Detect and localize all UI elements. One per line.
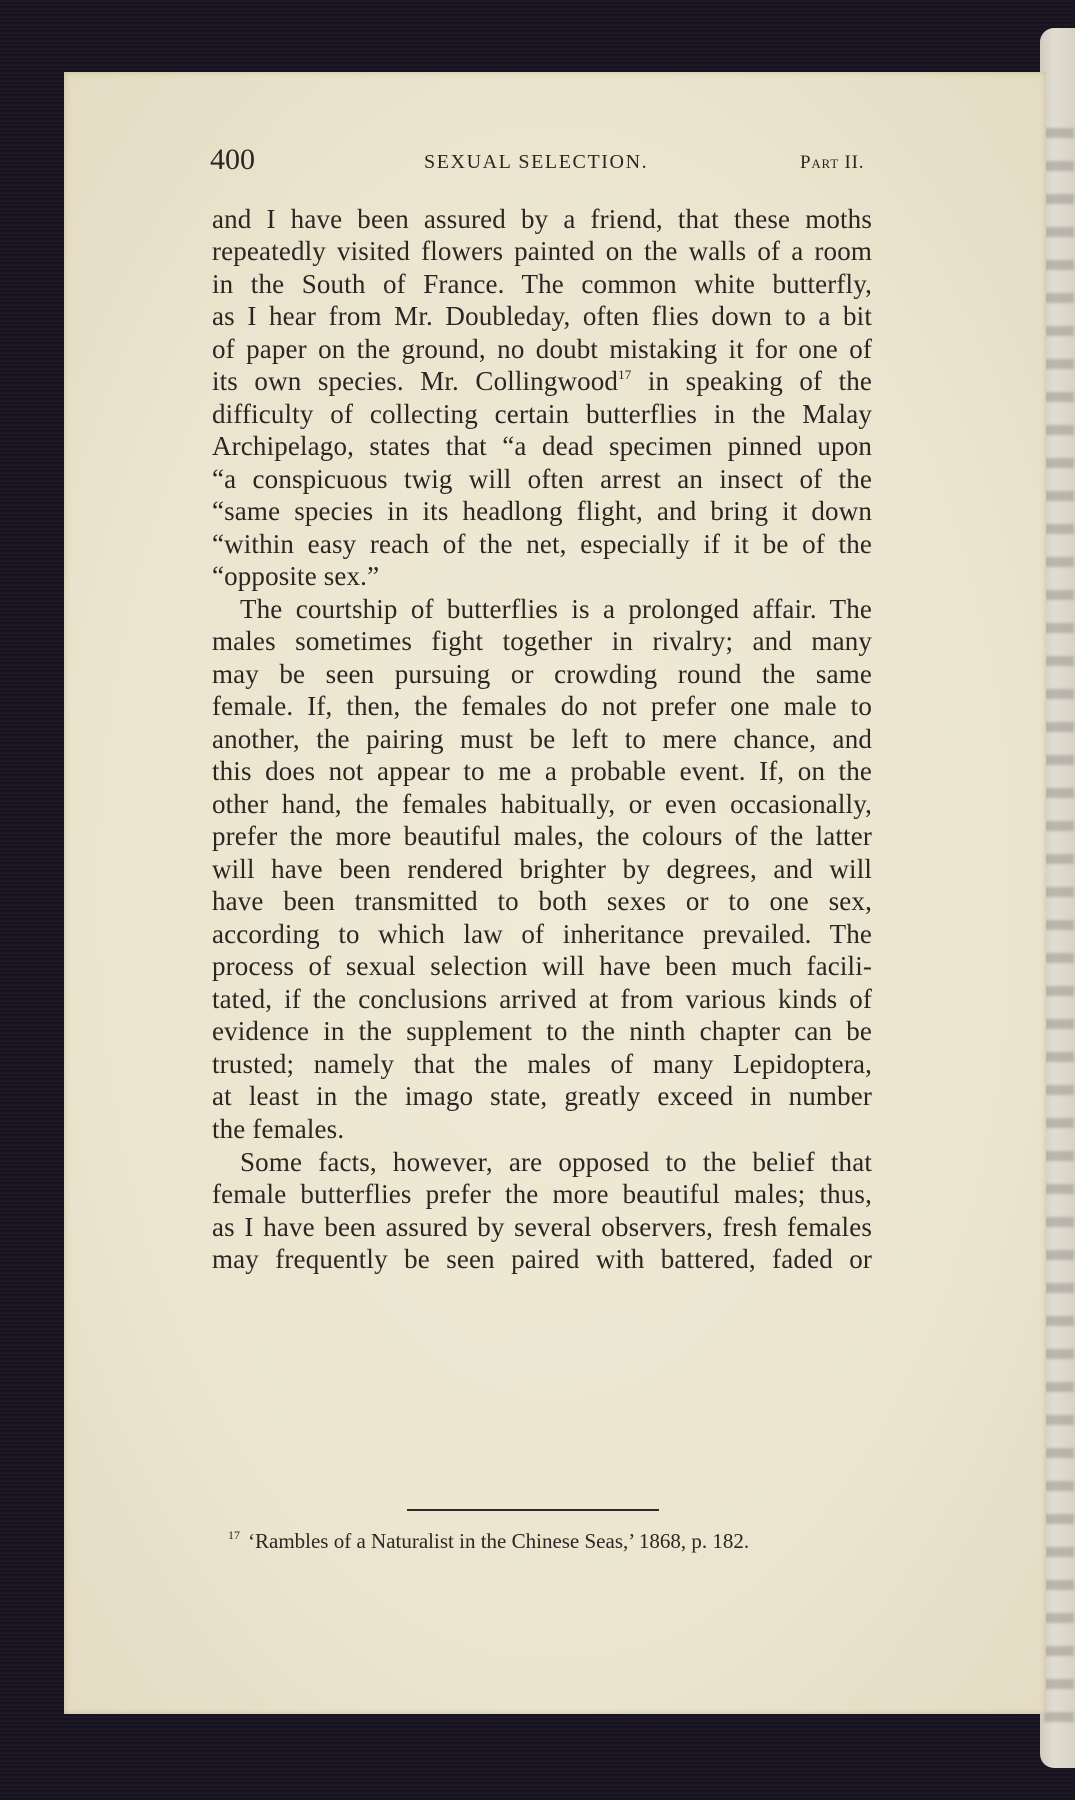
adjacent-page-text	[1044, 953, 1074, 963]
text-line-part: its own species. Mr. Collingwood	[212, 366, 619, 396]
text-line: female. If, then, the females do not prefer one male to	[212, 691, 872, 721]
adjacent-page-text	[1044, 425, 1074, 435]
adjacent-page-text	[1044, 1316, 1074, 1326]
adjacent-page-text	[1044, 1283, 1074, 1293]
adjacent-page-text	[1044, 1019, 1074, 1029]
adjacent-page-text	[1044, 1184, 1074, 1194]
text-line: males sometimes fight together in rivalry; and many	[212, 626, 872, 656]
text-line: repeatedly visited flowers painted on the walls of a room	[212, 236, 872, 266]
adjacent-page-text	[1044, 1547, 1074, 1557]
adjacent-page-text	[1044, 326, 1074, 336]
page-number: 400	[210, 143, 255, 176]
adjacent-page-text	[1044, 755, 1074, 765]
adjacent-page-text	[1044, 1580, 1074, 1590]
adjacent-page-text	[1044, 392, 1074, 402]
text-line: this does not appear to me a probable event. If, on the	[212, 756, 872, 786]
text-line: process of sexual selection will have been much facili-	[212, 951, 872, 981]
adjacent-page-text	[1044, 458, 1074, 468]
adjacent-page-text	[1044, 1448, 1074, 1458]
adjacent-page-text	[1044, 821, 1074, 831]
text-line: Some facts, however, are opposed to the belief that	[240, 1147, 872, 1177]
part-label: Part II.	[800, 152, 865, 173]
text-line: as I have been assured by several observers, fresh females	[212, 1212, 872, 1242]
adjacent-page-text	[1044, 920, 1074, 930]
text-line: The courtship of butterflies is a prolonged affair. The	[240, 594, 872, 624]
adjacent-page-text	[1044, 260, 1074, 270]
adjacent-page-text	[1044, 1250, 1074, 1260]
adjacent-page-text	[1044, 491, 1074, 501]
adjacent-page-text	[1044, 1349, 1074, 1359]
text-line: prefer the more beautiful males, the colours of the latter	[212, 821, 872, 851]
text-line: another, the pairing must be left to mere chance, and	[212, 724, 872, 754]
footnote-marker: 17	[228, 1528, 240, 1542]
footnote-reference: 17	[618, 367, 632, 382]
adjacent-page-text	[1044, 722, 1074, 732]
adjacent-page-text	[1044, 227, 1074, 237]
adjacent-page-text	[1044, 293, 1074, 303]
text-line: may be seen pursuing or crowding round the same	[212, 659, 872, 689]
adjacent-page-text	[1044, 689, 1074, 699]
text-line: “within easy reach of the net, especially if it be of the	[212, 529, 872, 559]
text-line: have been transmitted to both sexes or to one sex,	[212, 886, 872, 916]
text-line: the females.	[212, 1114, 345, 1144]
adjacent-page-text	[1044, 1712, 1074, 1722]
text-line: Archipelago, states that “a dead specimen pinned upon	[212, 431, 872, 461]
adjacent-page-text	[1044, 590, 1074, 600]
adjacent-page-text	[1044, 128, 1074, 138]
adjacent-page-text	[1044, 1085, 1074, 1095]
text-line: at least in the imago state, greatly exceed in number	[212, 1081, 872, 1111]
adjacent-page-text	[1044, 1514, 1074, 1524]
adjacent-page-text	[1044, 1118, 1074, 1128]
text-line: in the South of France. The common white butterfly,	[212, 269, 872, 299]
adjacent-page-text	[1044, 986, 1074, 996]
footnote	[228, 1528, 749, 1554]
text-line-part: in speaking of the	[647, 366, 873, 396]
adjacent-page-text	[1044, 1613, 1074, 1623]
adjacent-page-text	[1044, 359, 1074, 369]
footnote-text: ‘Rambles of a Naturalist in the Chinese Seas,’ 1868, p. 182.	[248, 1529, 750, 1553]
adjacent-page-text	[1044, 1679, 1074, 1689]
adjacent-page-text	[1044, 1382, 1074, 1392]
text-line: female butterflies prefer the more beautiful males; thus,	[212, 1179, 872, 1209]
adjacent-page-text	[1044, 557, 1074, 567]
text-line: may frequently be seen paired with battered, faded or	[212, 1244, 872, 1274]
text-line: tated, if the conclusions arrived at from various kinds of	[212, 984, 872, 1014]
text-line: “opposite sex.”	[212, 561, 380, 591]
adjacent-page-text	[1044, 623, 1074, 633]
text-line: trusted; namely that the males of many Lepidoptera,	[212, 1049, 872, 1079]
adjacent-page-text	[1044, 161, 1074, 171]
adjacent-page-text	[1044, 854, 1074, 864]
text-line: according to which law of inheritance prevailed. The	[212, 919, 872, 949]
footnote-rule	[407, 1509, 659, 1511]
adjacent-page-text	[1044, 788, 1074, 798]
running-title: SEXUAL SELECTION.	[424, 151, 649, 173]
adjacent-page-text	[1044, 524, 1074, 534]
adjacent-page-text	[1044, 1151, 1074, 1161]
adjacent-page-text	[1044, 1217, 1074, 1227]
text-line: “same species in its headlong flight, and bring it down	[212, 496, 872, 526]
adjacent-page-text	[1044, 1052, 1074, 1062]
adjacent-page-text	[1044, 1646, 1074, 1656]
text-line: will have been rendered brighter by degrees, and will	[212, 854, 872, 884]
text-line: difficulty of collecting certain butterflies in the Malay	[212, 399, 872, 429]
adjacent-page-text	[1044, 1481, 1074, 1491]
adjacent-page-text	[1044, 656, 1074, 666]
adjacent-page-text	[1044, 887, 1074, 897]
text-line	[212, 366, 872, 397]
text-line: other hand, the females habitually, or even occasionally,	[212, 789, 872, 819]
text-line: of paper on the ground, no doubt mistaking it for one of	[212, 334, 872, 364]
adjacent-page-text	[1044, 1415, 1074, 1425]
adjacent-page-text	[1044, 194, 1074, 204]
text-line: evidence in the supplement to the ninth chapter can be	[212, 1016, 872, 1046]
text-line: “a conspicuous twig will often arrest an insect of the	[212, 464, 872, 494]
text-line: and I have been assured by a friend, that these moths	[212, 204, 872, 234]
text-line: as I hear from Mr. Doubleday, often flies down to a bit	[212, 301, 872, 331]
